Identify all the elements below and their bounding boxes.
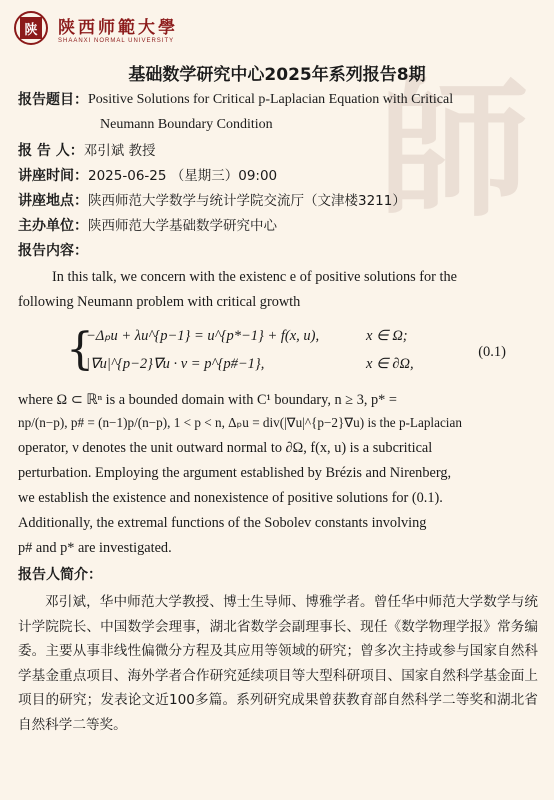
speaker-label: 报 告 人： (18, 143, 84, 159)
abstract-where-2: np/(n−p), p# = (n−1)p/(n−p), 1 < p < n, Δₚu = div(|∇u|^{p−2}∇u) is the p-Laplacian (18, 415, 462, 430)
abstract-line-5: we establish the existence and nonexistence of positive solutions for (0.1). (18, 490, 443, 506)
abstract-line-3: operator, ν denotes the unit outward normal to ∂Ω, f(x, u) is a subcritical (18, 440, 433, 456)
university-name-cn: 陕西师範大學 (58, 17, 178, 38)
abstract-line-6: Additionally, the extremal functions of the Sobolev constants involving (18, 515, 427, 531)
place-value: 陕西师范大学数学与统计学院交流厅（文津楼3211） (88, 193, 406, 209)
speaker-row (18, 139, 538, 163)
host-row (18, 214, 538, 238)
abstract-line-4: perturbation. Employing the argument established by Brézis and Nirenberg, (18, 465, 452, 481)
time-row (18, 164, 538, 188)
place-label: 讲座地点： (18, 193, 88, 209)
abstract-intro-2: following Neumann problem with critical growth (18, 294, 301, 310)
equation-condition-2: x ∈ ∂Ω, (366, 356, 414, 372)
abstract-intro-1: In this talk, we concern with the existenc e of positive solutions for the (52, 269, 457, 285)
topic-row (18, 88, 538, 112)
speaker-value: 邓引斌 教授 (83, 143, 156, 159)
equation-condition-1: x ∈ Ω; (366, 328, 408, 344)
topic-line-1: Positive Solutions for Critical p-Laplacian Equation with Critical (88, 92, 454, 107)
university-seal-icon (14, 11, 48, 45)
topic-label: 报告题目： (18, 92, 88, 108)
content-row (18, 239, 538, 263)
bio-label: 报告人简介： (18, 567, 102, 583)
abstract-where-1: where Ω ⊂ ℝⁿ is a bounded domain with C¹ boundary, n ≥ 3, p* = (18, 392, 397, 408)
watermark-text: 師 (378, 62, 529, 238)
page-title: 基础数学研究中心2025年系列报告8期 (128, 65, 426, 85)
equation-system (66, 326, 506, 382)
host-label: 主办单位： (18, 218, 88, 234)
time-value: 2025-06-25 （星期三）09:00 (88, 168, 278, 184)
abstract-line-7: p# and p* are investigated. (18, 540, 172, 556)
equation-line-2: |∇u|^{p−2}∇u · ν = p^{p#−1}, (86, 356, 265, 372)
university-logo-text (58, 13, 178, 44)
university-header (14, 8, 178, 48)
university-name-en: SHAANXI NORMAL UNIVERSITY (58, 37, 175, 44)
time-label: 讲座时间： (18, 168, 88, 184)
equation-brace: { (66, 324, 94, 375)
topic-row-2 (100, 113, 540, 137)
content-label: 报告内容： (18, 243, 88, 259)
topic-line-2: Neumann Boundary Condition (100, 117, 273, 132)
speaker-bio: 邓引斌，华中师范大学教授、博士生导师、博雅学者。曾任华中师范大学数学与统计学院院长、中国数学会理事，湖北省数学会副理事长、现任《数学物理学报》常务编委。主要从事非线性偏微分方程及其应用等领域的研究；曾多次主持或参与国家自然科学基金重点项目、海外学者合作研究延续项目等大型科研项目、国家自然科学基金面上项目的研究；发表论文近100多篇。系列研究成果曾获教育部自然科学二等奖和湖北省自然科学二等奖。 (18, 594, 538, 733)
place-row (18, 189, 538, 213)
equation-line-1: −Δₚu + λu^{p−1} = u^{p*−1} + f(x, u), (86, 328, 320, 344)
host-value: 陕西师范大学基础数学研究中心 (88, 218, 277, 234)
equation-number: (0.1) (478, 344, 506, 360)
seal-glyph: 陕 (20, 17, 42, 39)
